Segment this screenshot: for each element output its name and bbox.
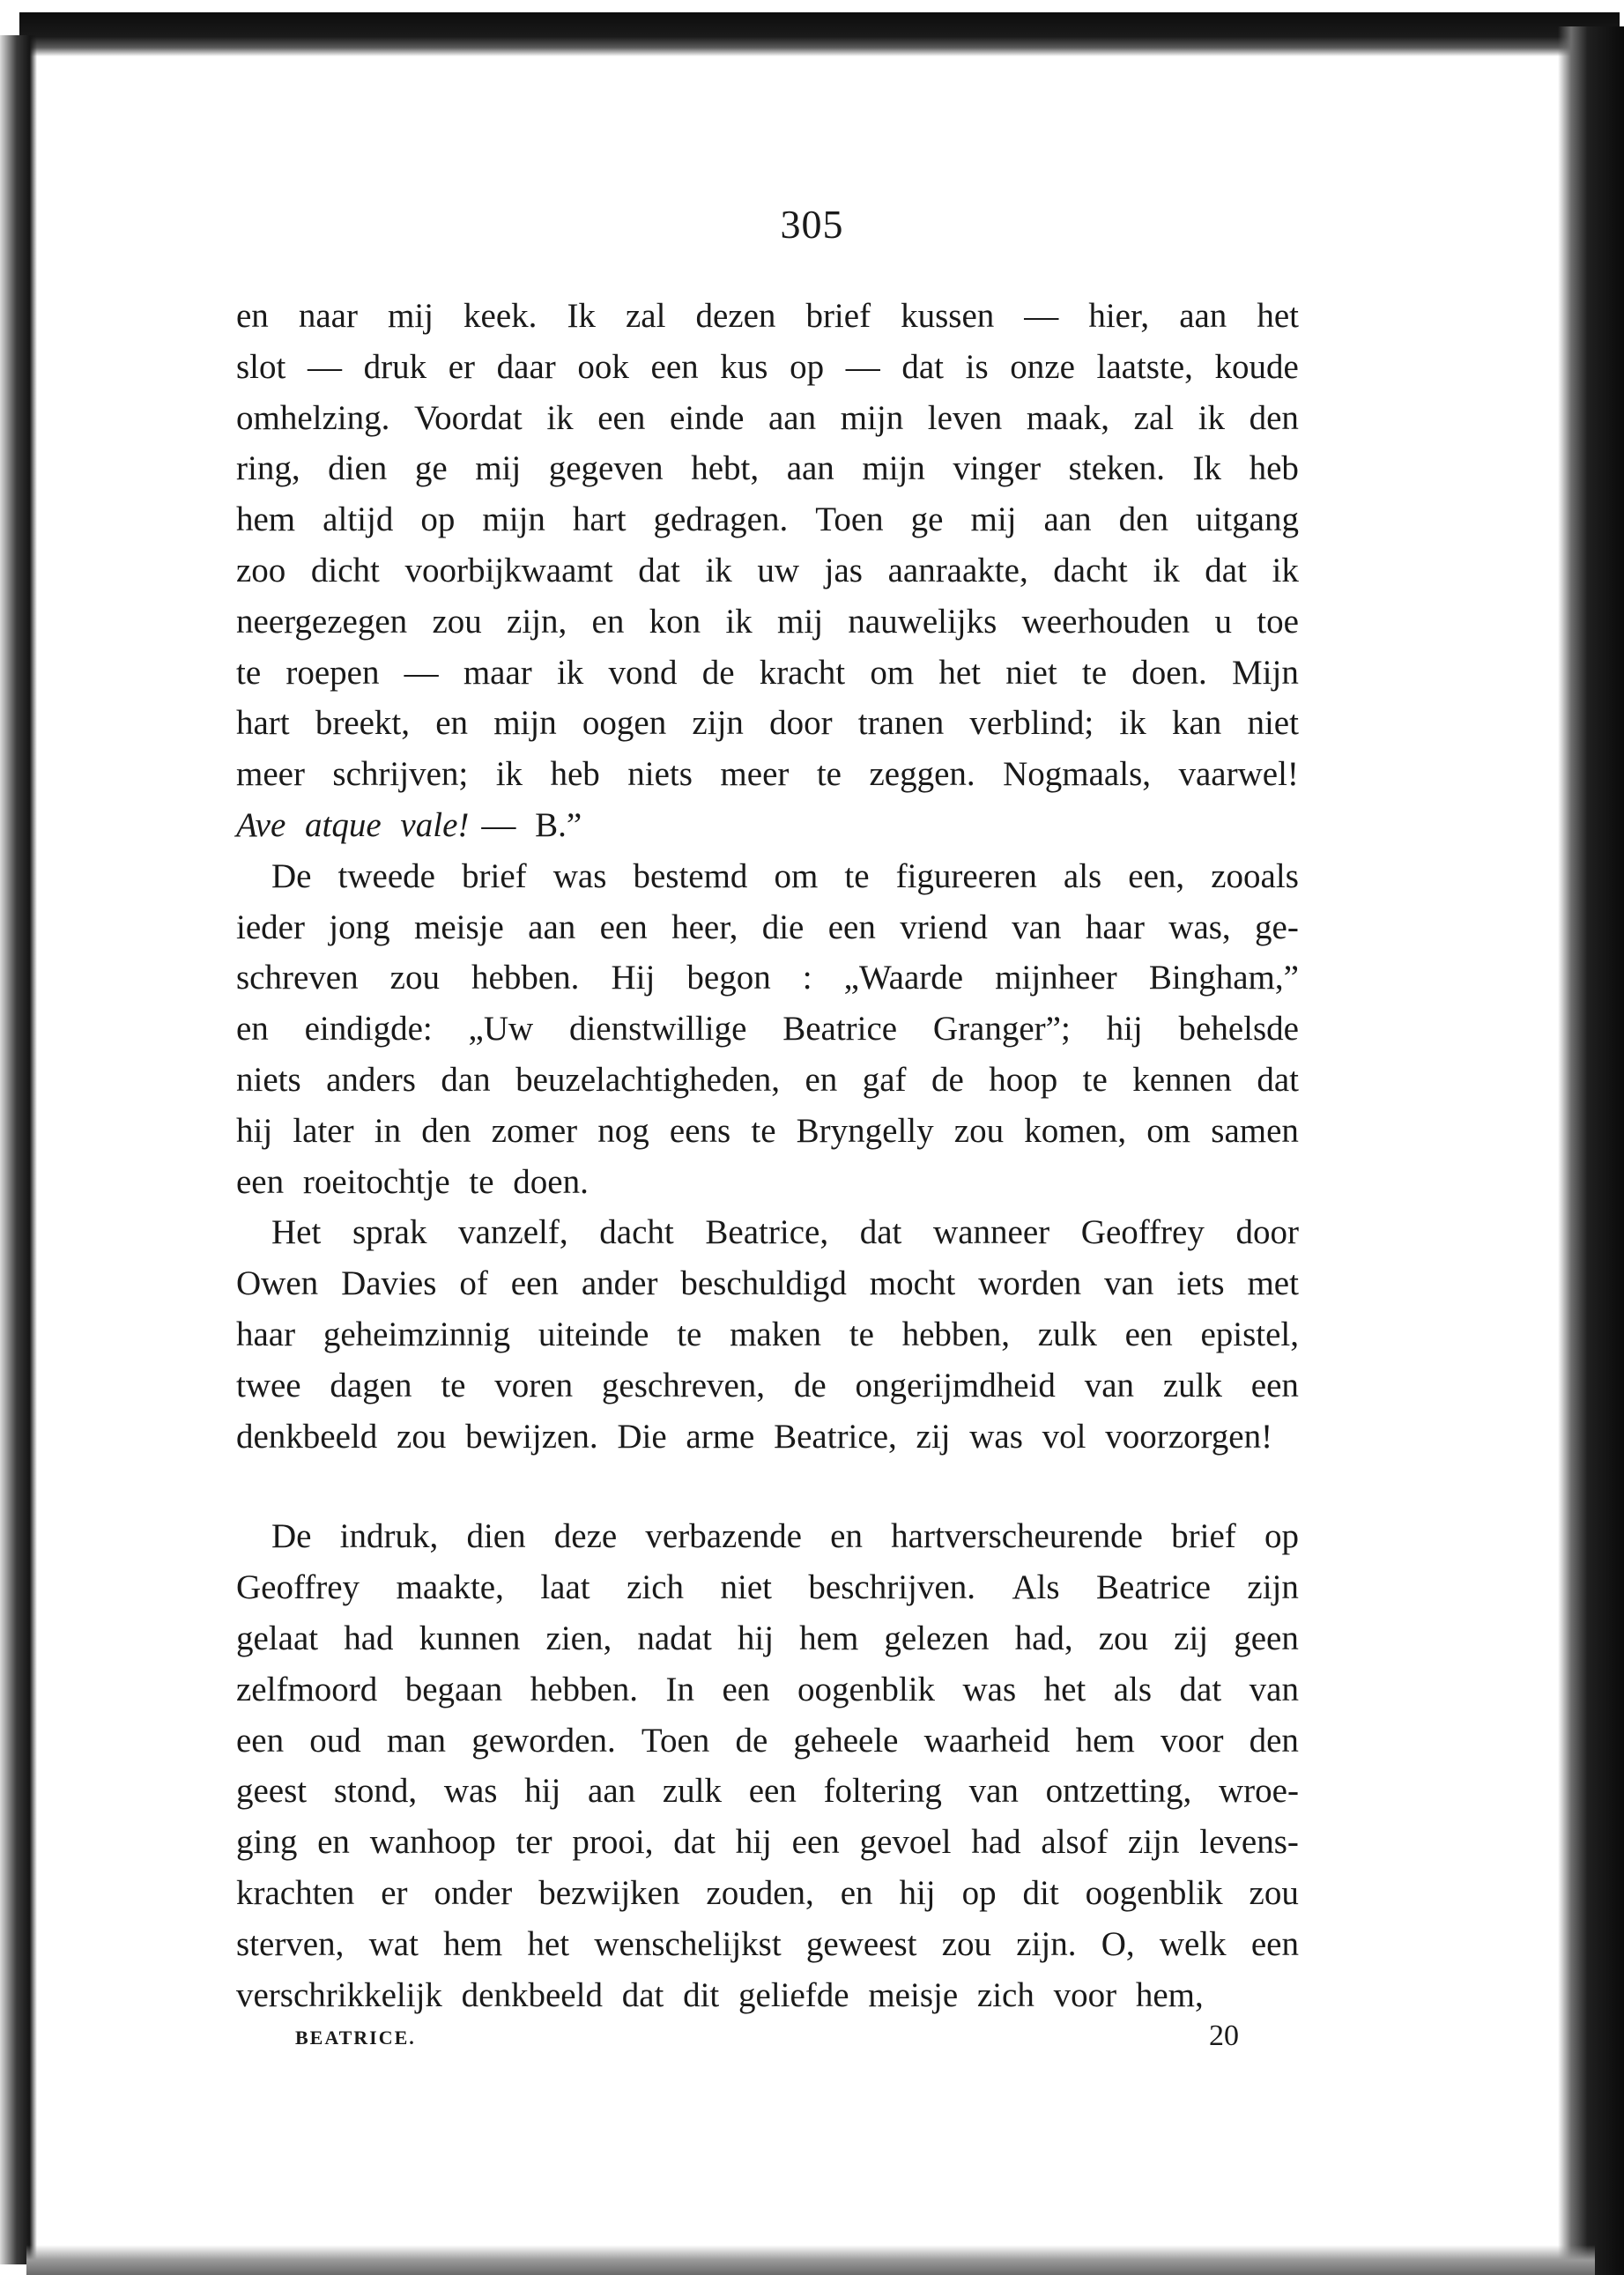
italic-phrase: Ave atque vale! (236, 805, 470, 844)
text-line: ieder jong meisje aan een heer, die een vriend van haar was, ge- (236, 908, 1299, 946)
text-line: hart breekt, en mijn oogen zijn door tranen verblind; ik kan niet (236, 704, 1299, 743)
text-line: ging en wanhoop ter prooi, dat hij een gevoel had alsof zijn levens- (236, 1823, 1299, 1862)
text-line: sterven, wat hem het wenschelijkst geweest zou zijn. O, welk een (236, 1924, 1299, 1963)
text-line: en eindigde: „Uw dienstwillige Beatrice Granger”; hij behelsde (236, 1010, 1299, 1049)
text-line: Het sprak vanzelf, dacht Beatrice, dat wanneer Geoffrey door (271, 1213, 1299, 1252)
text-line: en naar mij keek. Ik zal dezen brief kussen — hier, aan het (236, 297, 1299, 335)
body-text (236, 291, 1299, 2020)
text-line: gelaat had kunnen zien, nadat hij hem gelezen had, zou zij geen (236, 1619, 1299, 1657)
text-line (236, 800, 1299, 851)
text-line: geest stond, was hij aan zulk een foltering van ontzetting, wroe- (236, 1772, 1299, 1811)
scan-border-bottom (26, 2245, 1595, 2275)
text-line: Owen Davies of een ander beschuldigd mocht worden van iets met (236, 1264, 1299, 1303)
text-line: omhelzing. Voordat ik een einde aan mijn leven maak, zal ik den (236, 398, 1299, 437)
text-line: niets anders dan beuzelachtigheden, en gaf de hoop te kennen dat (236, 1060, 1299, 1099)
paragraph-letter-end (236, 291, 1299, 851)
text-line: De tweede brief was bestemd om te figureeren als een, zooals (271, 856, 1299, 895)
text-line: neergezegen zou zijn, en kon ik mij nauwelijks weerhouden u toe (236, 602, 1299, 641)
paragraph-second-letter (236, 851, 1299, 1208)
text-line: hij later in den zomer nog eens te Bryngelly zou komen, om samen (236, 1111, 1299, 1150)
text-line: meer schrijven; ik heb niets meer te zeggen. Nogmaals, vaarwel! (236, 755, 1299, 794)
text-line: denkbeeld zou bewijzen. Die arme Beatrice, zij was vol voorzorgen! (236, 1417, 1273, 1456)
signature-mark: BEATRICE. (295, 2027, 416, 2049)
text-line: verschrikkelijk denkbeeld dat dit geliefde meisje zich voor hem, (236, 1975, 1204, 2014)
paragraph-impression (236, 1511, 1299, 2020)
text-line: een oud man geworden. Toen de geheele waarheid hem voor den (236, 1721, 1299, 1760)
signature-text: — B.” (481, 805, 582, 844)
text-line: hem altijd op mijn hart gedragen. Toen ge mij aan den uitgang (236, 500, 1299, 539)
scan-border-left (0, 35, 37, 2264)
scan-border-top (19, 12, 1620, 56)
paragraph-geoffrey-suspicion (236, 1207, 1299, 1462)
scan-border-right (1558, 26, 1624, 2275)
text-line: schreven zou hebben. Hij begon : „Waarde mijnheer Bingham,” (236, 959, 1299, 997)
text-line: slot — druk er daar ook een kus op — dat is onze laatste, koude (236, 347, 1299, 386)
text-line: een roeitochtje te doen. (236, 1162, 589, 1201)
text-line: haar geheimzinnig uiteinde te maken te hebben, zulk een epistel, (236, 1315, 1299, 1353)
signature-number: 20 (1209, 2019, 1239, 2052)
text-line: krachten er onder bezwijken zouden, en hij op dit oogenblik zou (236, 1873, 1299, 1912)
text-line: zelfmoord begaan hebben. In een oogenblik was het als dat van (236, 1670, 1299, 1708)
text-line: zoo dicht voorbijkwaamt dat ik uw jas aanraakte, dacht ik dat ik (236, 551, 1299, 589)
text-line: ring, dien ge mij gegeven hebt, aan mijn vinger steken. Ik heb (236, 449, 1299, 488)
page-number: 305 (780, 202, 844, 247)
text-line: te roepen — maar ik vond de kracht om het niet te doen. Mijn (236, 653, 1299, 692)
text-line: twee dagen te voren geschreven, de ongerijmdheid van zulk een (236, 1366, 1299, 1404)
text-line: Geoffrey maakte, laat zich niet beschrijven. Als Beatrice zijn (236, 1568, 1299, 1607)
text-line: De indruk, dien deze verbazende en hartverscheurende brief op (271, 1517, 1299, 1556)
